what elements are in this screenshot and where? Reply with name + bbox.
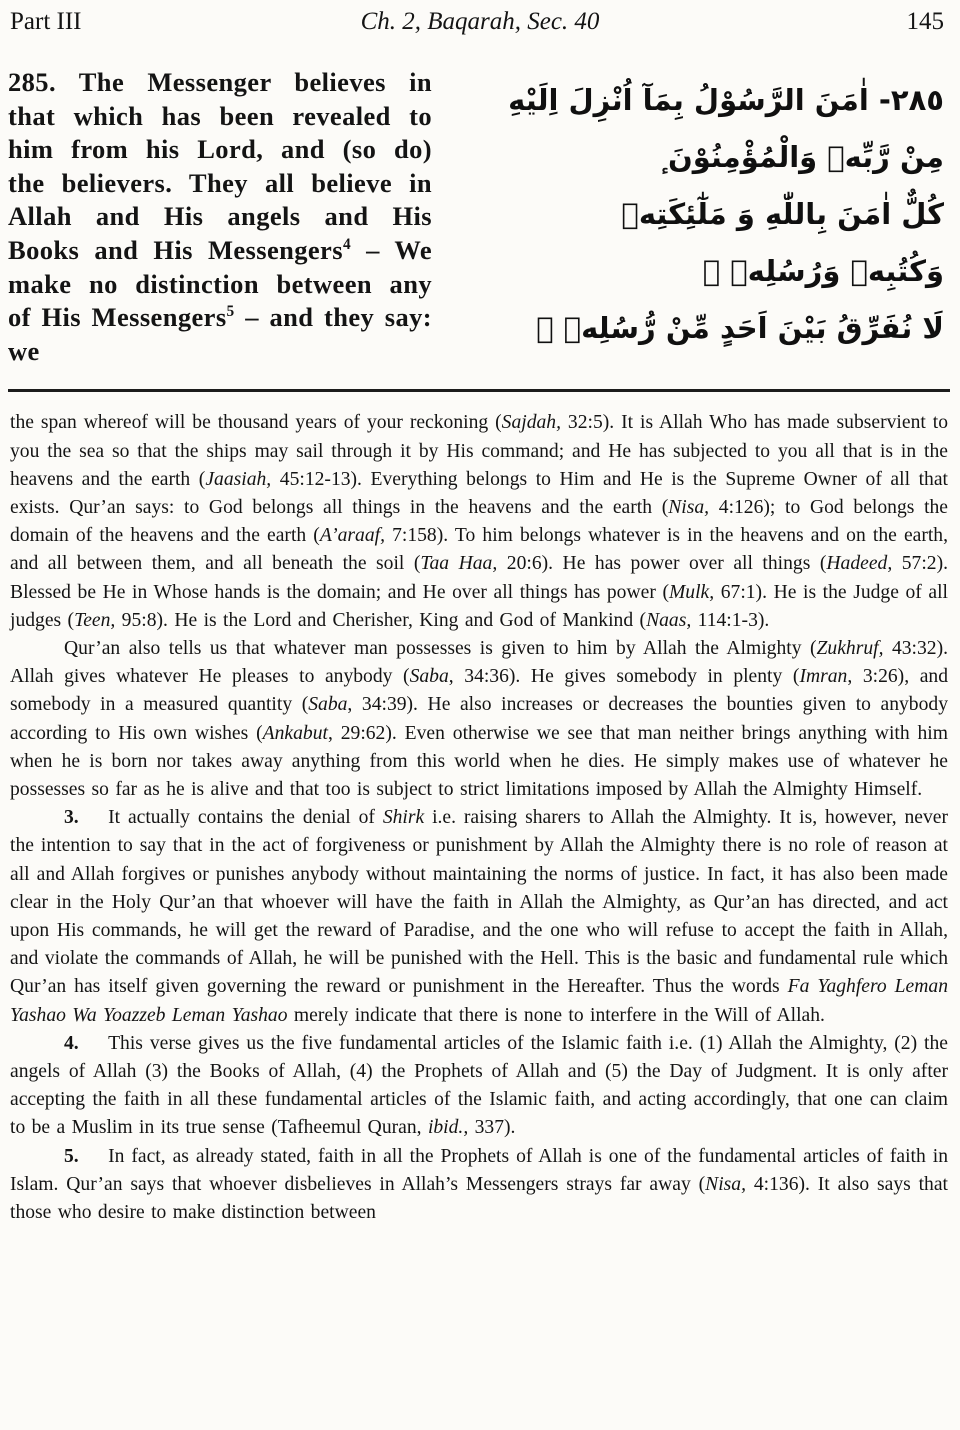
arabic-line: وَكُتُبِهٖ وَرُسُلِهٖ ۫: [702, 254, 944, 288]
footnote-3: 3. It actually contains the denial of Shirk i.e. raising sharers to Allah the Almighty. It is, however, never the intention to say that in the act of forgiveness or punishment by Allah the Almighty there is no role of reason at all and Allah forgives or punishes anybody without maintaining the norms of justice. In fact, it has also been made clear in the Holy Qur’an that whoever will have the faith in Allah the Almighty, as Qur’an has directed, and act upon His commands, he will get the reward of Paradise, and the one who will refuse to accept the faith in Allah, and violate the commands of Allah, he will be punished with the Hell. This is the basic and fundamental rule which Qur’an has itself given governing the reward or punishment in the Hereafter. Thus the words Fa Yaghfero Leman Yashao Wa Yoazzeb Leman Yashao merely indicate that there is none to interfere in the Will of Allah.: [10, 807, 948, 1026]
page-number: 145: [906, 8, 944, 35]
verse-arabic-calligraphy: [432, 66, 950, 368]
chapter-title: Ch. 2, Baqarah, Sec. 40: [360, 8, 600, 35]
arabic-line: ٢٨٥- اٰمَنَ الرَّسُوْلُ بِمَآ اُنْزِلَ اِلَيْهِ: [508, 83, 944, 117]
arabic-line: لَا نُفَرِّقُ بَيْنَ اَحَدٍ مِّنْ رُّسُلِهٖ ۫: [536, 311, 944, 345]
commentary-section: [0, 392, 960, 1227]
verse-section: [0, 66, 960, 368]
footnote-4: 4. This verse gives us the five fundamental articles of the Islamic faith i.e. (1) Allah the Almighty, (2) the angels of Allah (3) the Books of Allah, (4) the Prophets of Allah and (5) the Day of Judgment. It is only after accepting the faith in all these fundamental articles of the Islamic faith, and acting accordingly, that one can claim to be a Muslim in its true sense (Tafheemul Quran, ibid., 337).: [10, 1032, 948, 1139]
arabic-line: مِنْ رَّبِّهٖ وَالْمُؤْمِنُوْنَ ٕ: [657, 140, 944, 174]
commentary-paragraph: Qur’an also tells us that whatever man possesses is given to him by Allah the Almighty (Zukhruf, 43:32). Allah gives whatever He pleases to anybody (Saba, 34:36). He gives somebody in plenty (Imran, 3:26), and somebody in a measured quantity (Saba, 34:39). He also increases or decreases the bounties given to anybody according to His own wishes (Ankabut, 29:62). Even otherwise we see that man neither brings anything with him when he is born nor takes away anything from this world when he dies. He simply makes use of whatever he possesses so far as he is alive and that too is subject to strict limitations imposed by Allah the Almighty Himself.: [10, 637, 949, 800]
part-label: Part III: [10, 8, 82, 35]
verse-english-translation: 285. The Messenger believes in that which has been revealed to him from his Lord, and (so do) the believers. They all believe in Allah and His angels and His Books and His Messengers$^4$ – We make no distinction between any of His Messengers$^5$ – and they say: we: [8, 67, 433, 366]
footnote-5: 5. In fact, as already stated, faith in all the Prophets of Allah is one of the fundamental articles of faith in Islam. Qur’an says that whoever disbelieves in Allah’s Messengers strays far away (Nisa, 4:136). It also says that those who desire to make distinction between: [10, 1145, 948, 1224]
commentary-paragraph-continuation: the span whereof will be thousand years of your reckoning (Sajdah, 32:5). It is Allah Who has made subservient to you the sea so that the ships may sail through it by His command; and He has subjected to you all that is in the heavens and the earth (Jaasiah, 45:12-13). Everything belongs to Him and He is the Supreme Owner of all that exists. Qur’an says: to God belongs all things in the heavens and the earth (Nisa, 4:126); to God belongs the domain of the heavens and the earth (A’araaf, 7:158). To him belongs whatever is in the heavens and on the earth, and all between them, and all beneath the soil (Taa Haa, 20:6). He has power over all things (Hadeed, 57:2). Blessed be He in Whose hands is the domain; and He over all things has power (Mulk, 67:1). He is the Judge of all judges (Teen, 95:8). He is the Lord and Cherisher, King and God of Mankind (Naas, 114:1-3).: [10, 412, 949, 631]
arabic-line: كُلٌّ اٰمَنَ بِاللّٰهِ وَ مَلٰٓئِكَتِهٖ: [621, 197, 944, 231]
page-header: [0, 0, 960, 44]
